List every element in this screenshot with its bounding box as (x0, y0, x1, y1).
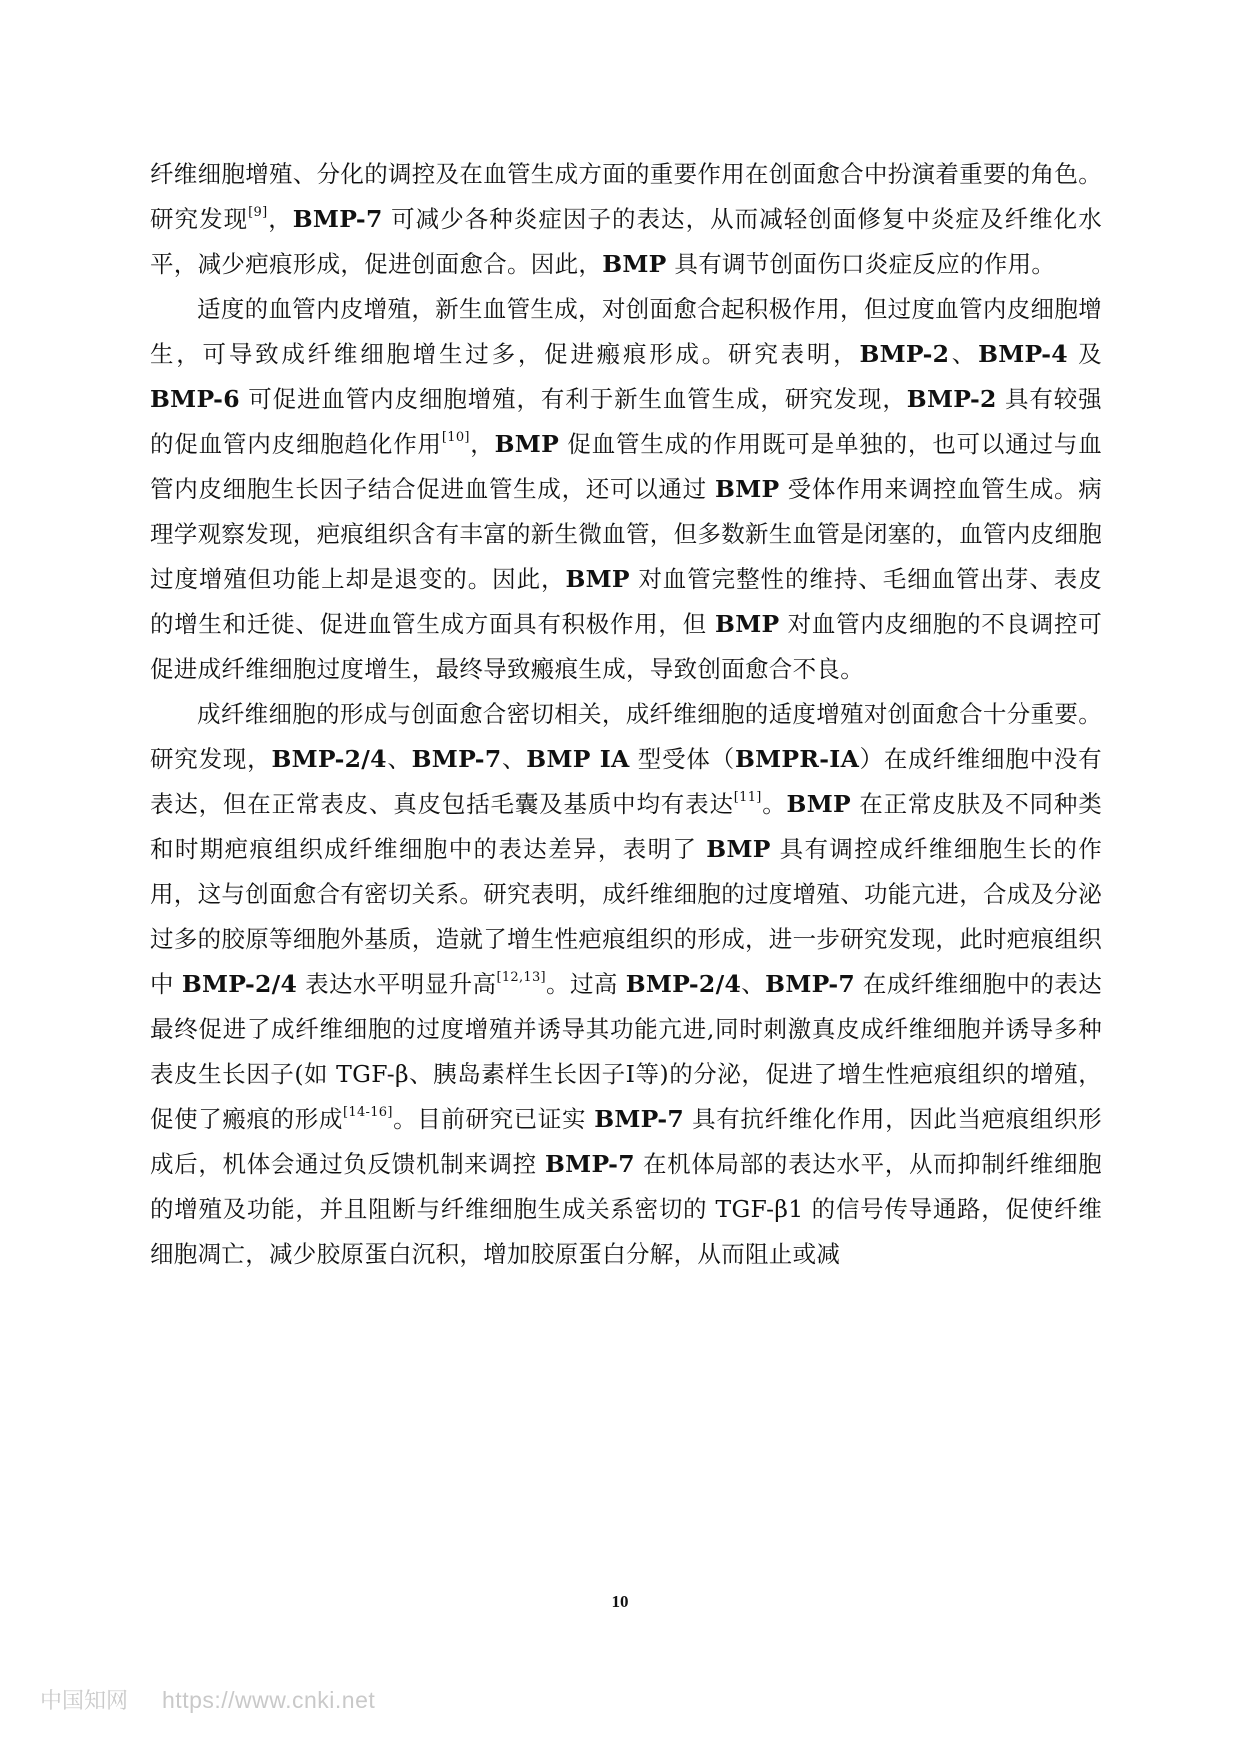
citation-ref: [10] (441, 430, 470, 446)
bold-term: BMP-7 (292, 205, 383, 233)
cnki-watermark (40, 1684, 375, 1715)
citation-ref: [11] (733, 790, 762, 806)
watermark-url: https://www.cnki.net (162, 1687, 376, 1713)
text-run: 对血管内皮细胞的不良调控可促进成纤维细胞过度增生，最终导致瘢痕生成，导致创面愈合不良。 (150, 610, 1102, 683)
bold-term: BMP-2/4 (271, 745, 387, 773)
bold-term: BMP-7 (411, 745, 502, 773)
text-run: 在正常皮肤及不同种类和时期疤痕组织成纤维细胞中的表达差异，表明了 (150, 790, 1102, 863)
bold-term: BMP-7 (544, 1150, 635, 1178)
text-run: 具有调节创面伤口炎症反应的作用。 (666, 250, 1056, 278)
text-run: 、 (741, 970, 766, 998)
bold-term: BMP-7 (765, 970, 856, 998)
document-body (150, 152, 1102, 1277)
text-run: 。过高 (545, 970, 626, 998)
text-run: 具有调控成纤维细胞生长的作用，这与创面愈合有密切关系。研究表明，成纤维细胞的过度增殖、功能亢进，合成及分泌过多的胶原等细胞外基质，造就了增生性疤痕组织的形成，进一步研究发现，此时疤痕组织中 (150, 835, 1103, 998)
bold-term: BMP (715, 610, 780, 638)
text-run: 适度的血管内皮增殖，新生血管生成，对创面愈合起积极作用，但过度血管内皮细胞增生，可导致成纤维细胞增生过多，促进瘢痕形成。研究表明， (150, 295, 1102, 368)
bold-term: BMP IA (526, 745, 630, 773)
text-run: 在成纤维细胞中的表达最终促进了成纤维细胞的过度增殖并诱导其功能亢进,同时刺激真皮成纤维细胞并诱导多种表皮生长因子(如 TGF-β、胰岛素样生长因子Ⅰ等)的分泌，促进了增生性疤痕组织的增殖，促使了瘢痕的形成 (150, 970, 1102, 1133)
bold-term: BMP-2 (906, 385, 997, 413)
text-run: 纤维细胞增殖、分化的调控及在血管生成方面的重要作用在创面愈合中扮演着重要的角色。研究发现 (150, 160, 1102, 233)
paragraph (150, 692, 1102, 1277)
text-run: 及 (1067, 340, 1102, 368)
paragraph (150, 152, 1102, 287)
text-run: 可促进血管内皮细胞增殖，有利于新生血管生成，研究发现， (239, 385, 907, 413)
text-run: 受体作用来调控血管生成。病理学观察发现，疤痕组织含有丰富的新生微血管，但多数新生血管是闭塞的，血管内皮细胞过度增殖但功能上却是退变的。因此， (150, 475, 1102, 593)
text-run: 型受体（ (629, 745, 735, 773)
text-run: 具有较强的促血管内皮细胞趋化作用 (150, 385, 1102, 458)
bold-term: BMP (602, 250, 667, 278)
text-run: ， (469, 430, 495, 458)
bold-term: BMPR-IA (734, 745, 860, 773)
text-run: 、 (949, 340, 979, 368)
text-run: 成纤维细胞的形成与创面愈合密切相关，成纤维细胞的适度增殖对创面愈合十分重要。研究发现， (150, 700, 1102, 773)
bold-term: BMP (706, 835, 771, 863)
text-run: 促血管生成的作用既可是单独的，也可以通过与血管内皮细胞生长因子结合促进血管生成，还可以通过 (150, 430, 1102, 503)
citation-ref: [9] (248, 205, 268, 221)
text-run: 在机体局部的表达水平，从而抑制纤维细胞的增殖及功能，并且阻断与纤维细胞生成关系密切的 TGF-β1 的信号传导通路，促使纤维细胞凋亡，减少胶原蛋白沉积，增加胶原蛋白分解，从而阻止或减 (150, 1150, 1102, 1268)
text-run: 表达水平明显升高 (297, 970, 497, 998)
text-run: 。目前研究已证实 (392, 1105, 595, 1133)
bold-term: BMP-4 (978, 340, 1068, 368)
bold-term: BMP-2 (859, 340, 950, 368)
citation-ref: [14-16] (343, 1105, 393, 1121)
text-run: 、 (386, 745, 412, 773)
page-number: 10 (611, 1592, 629, 1611)
bold-term: BMP (494, 430, 560, 458)
bold-term: BMP-7 (594, 1105, 685, 1133)
text-run: 具有抗纤维化作用，因此当疤痕组织形成后，机体会通过负反馈机制来调控 (150, 1105, 1102, 1178)
text-run: 、 (501, 745, 527, 773)
bold-term: BMP (786, 790, 851, 818)
citation-ref: [12,13] (496, 970, 546, 986)
text-run: 对血管完整性的维持、毛细血管出芽、表皮的增生和迁徙、促进血管生成方面具有积极作用，但 (150, 565, 1102, 638)
text-run: 可减少各种炎症因子的表达，从而减轻创面修复中炎症及纤维化水平，减少疤痕形成，促进创面愈合。因此， (150, 205, 1102, 278)
text-run: ）在成纤维细胞中没有表达，但在正常表皮、真皮包括毛囊及基质中均有表达 (150, 745, 1102, 818)
bold-term: BMP-6 (150, 385, 240, 413)
bold-term: BMP-2/4 (625, 970, 742, 998)
watermark-brand: 中国知网 (40, 1689, 129, 1714)
paragraph (150, 287, 1102, 692)
bold-term: BMP (715, 475, 780, 503)
text-run: ， (267, 205, 293, 233)
text-run: 。 (761, 790, 787, 818)
bold-term: BMP (565, 565, 630, 593)
bold-term: BMP-2/4 (181, 970, 298, 998)
